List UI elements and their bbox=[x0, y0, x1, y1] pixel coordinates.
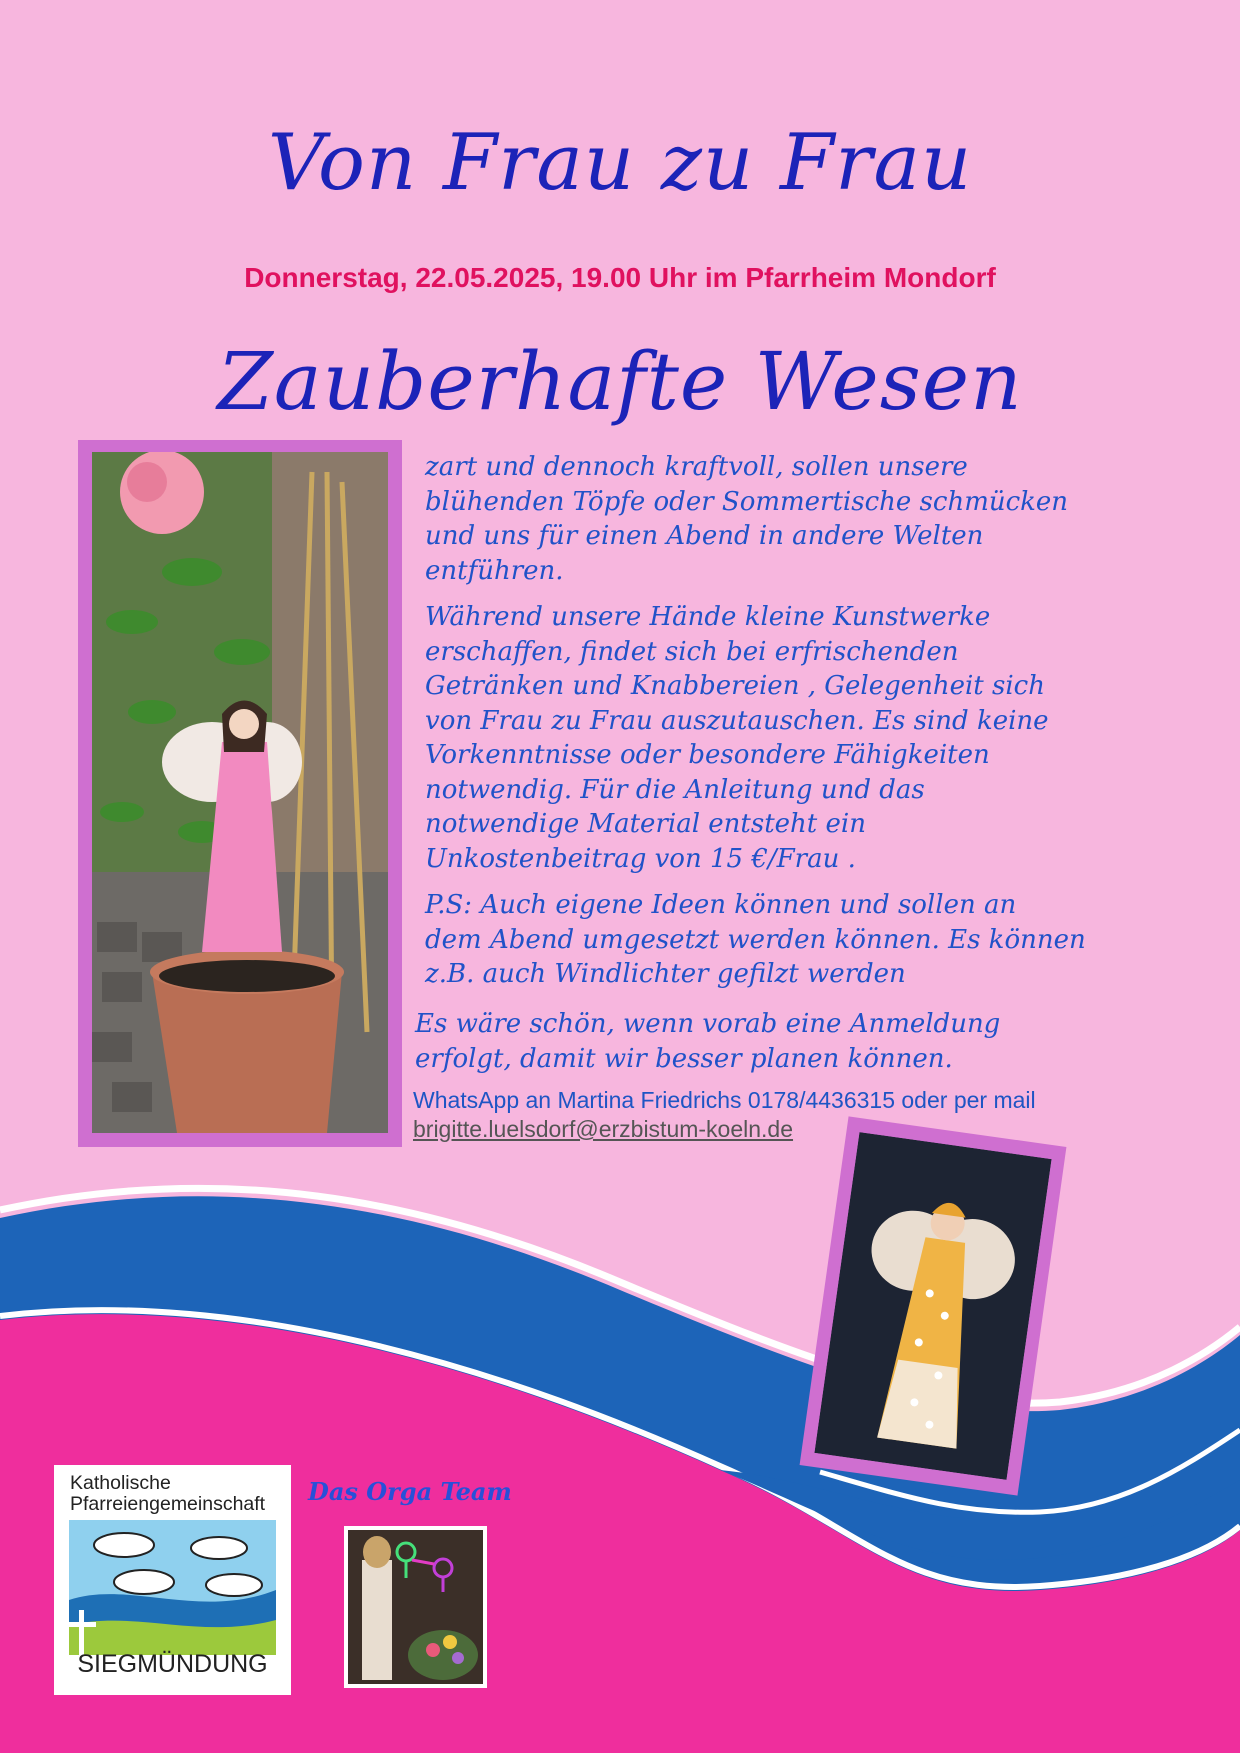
yellow-fairy-photo bbox=[814, 1132, 1051, 1480]
text-line: Unkostenbeitrag von 15 €/Frau . bbox=[425, 843, 856, 874]
fairy-rose-photo bbox=[92, 452, 388, 1133]
orga-team-photo bbox=[344, 1526, 487, 1688]
contact-info bbox=[413, 1086, 1173, 1144]
event-subtitle: Zauberhafte Wesen bbox=[217, 335, 1023, 428]
fish-logo-graphic bbox=[69, 1520, 276, 1655]
parish-name bbox=[70, 1473, 285, 1515]
ps-paragraph bbox=[425, 888, 1145, 992]
text-line: notwendig. Für die Anleitung und das bbox=[425, 774, 925, 805]
text-line: erfolgt, damit wir besser planen können. bbox=[415, 1043, 953, 1074]
parish-region: SIEGMÜNDUNG bbox=[77, 1650, 268, 1678]
text-line: Während unsere Hände kleine Kunstwerke bbox=[425, 602, 991, 632]
text-line: Es wäre schön, wenn vorab eine Anmeldung bbox=[415, 1009, 1001, 1039]
orga-team-image bbox=[348, 1530, 483, 1684]
event-date-line: Donnerstag, 22.05.2025, 19.00 Uhr im Pfarrheim Mondorf bbox=[244, 262, 996, 293]
text-line: entführen. bbox=[425, 555, 564, 586]
text-line: von Frau zu Frau auszutauschen. Es sind keine bbox=[425, 705, 1049, 736]
email-link[interactable]: brigitte.luelsdorf@erzbistum-koeln.de bbox=[413, 1116, 794, 1142]
text-line: P.S: Auch eigene Ideen können und sollen an bbox=[425, 890, 1017, 920]
text-line: zart und dennoch kraftvoll, sollen unsere bbox=[425, 452, 968, 482]
description-paragraph bbox=[425, 600, 1125, 876]
page-title: Von Frau zu Frau bbox=[267, 118, 973, 208]
parish-name-line2: Pfarreiengemeinschaft bbox=[70, 1493, 266, 1515]
parish-name-line1: Katholische bbox=[70, 1472, 171, 1494]
text-line: z.B. auch Windlichter gefilzt werden bbox=[425, 959, 906, 989]
contact-line: WhatsApp an Martina Friedrichs 0178/4436315 oder per mail bbox=[413, 1087, 1036, 1113]
text-line: Vorkenntnisse oder besondere Fähigkeiten bbox=[425, 740, 990, 770]
intro-paragraph bbox=[425, 450, 1125, 588]
registration-paragraph bbox=[415, 1007, 1135, 1076]
text-line: dem Abend umgesetzt werden können. Es können bbox=[425, 924, 1086, 955]
text-line: Getränken und Knabbereien , Gelegenheit sich bbox=[425, 671, 1045, 701]
text-line: erschaffen, findet sich bei erfrischenden bbox=[425, 636, 959, 667]
orga-team-label: Das Orga Team bbox=[308, 1477, 512, 1506]
text-line: blühenden Töpfe oder Sommertische schmücken bbox=[425, 486, 1069, 517]
text-line: und uns für einen Abend in andere Welten bbox=[425, 521, 984, 551]
text-line: notwendige Material entsteht ein bbox=[425, 809, 866, 839]
